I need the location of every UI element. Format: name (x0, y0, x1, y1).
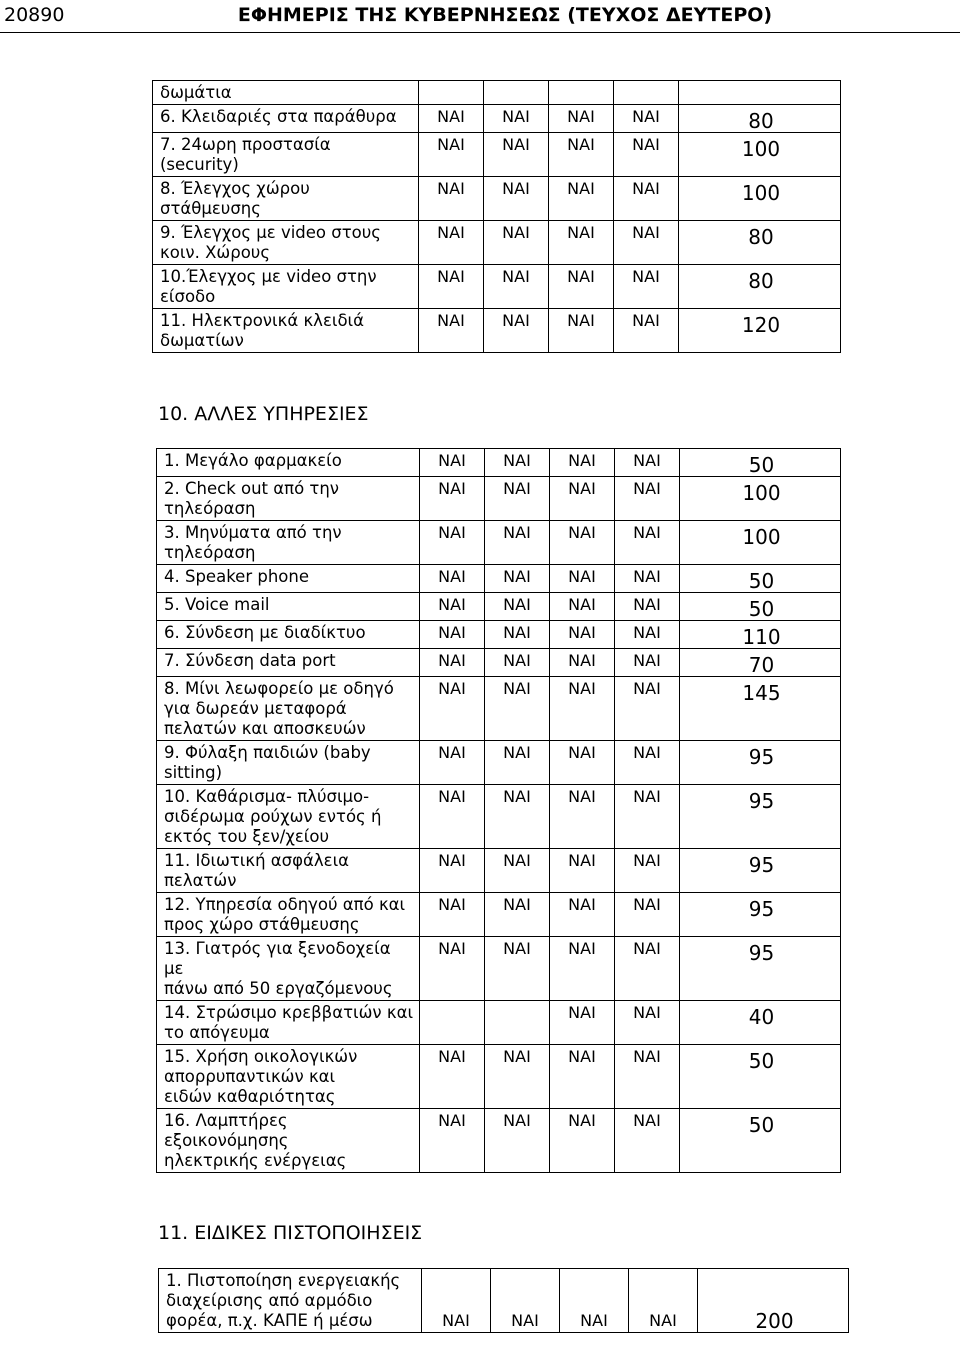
service-label (153, 221, 419, 265)
page-number: 20890 (4, 4, 65, 26)
category-2-value: ΝΑΙ (485, 477, 550, 521)
category-1-value: ΝΑΙ (419, 221, 484, 265)
label-line: πελατών (164, 871, 237, 890)
service-label (157, 785, 420, 849)
category-2-value: ΝΑΙ (485, 649, 550, 677)
other-services-table (156, 448, 841, 1173)
table-row (157, 1109, 841, 1173)
label-line: 8. Έλεγχος χώρου (160, 179, 310, 198)
points-value: 100 (679, 133, 841, 177)
category-1-value: ΝΑΙ (419, 177, 484, 221)
points-value: 50 (680, 1109, 841, 1173)
category-3-value: ΝΑΙ (549, 221, 614, 265)
category-2-value: ΝΑΙ (485, 1045, 550, 1109)
service-label (157, 649, 420, 677)
label-line: προς χώρο στάθμευσης (164, 915, 360, 934)
category-4-value (614, 81, 679, 105)
points-value: 40 (680, 1001, 841, 1045)
label-line: δωματίων (160, 331, 244, 350)
service-label (157, 677, 420, 741)
category-3-value: ΝΑΙ (550, 477, 615, 521)
category-3-value (549, 81, 614, 105)
points-value: 100 (680, 477, 841, 521)
points-value: 200 (698, 1269, 849, 1333)
points-value: 80 (679, 265, 841, 309)
points-value: 95 (680, 893, 841, 937)
label-line: 3. Μηνύματα από την (164, 523, 342, 542)
label-line: πάνω από 50 εργαζόμενους (164, 979, 393, 998)
points-value: 95 (680, 785, 841, 849)
label-line: ειδών καθαριότητας (164, 1087, 336, 1106)
label-line: κοιν. Χώρους (160, 243, 271, 262)
header-rule (0, 32, 960, 33)
table-row (153, 105, 841, 133)
label-line: πελατών και αποσκευών (164, 719, 366, 738)
points-value: 100 (679, 177, 841, 221)
points-value: 95 (680, 849, 841, 893)
service-label (157, 1109, 420, 1173)
label-line: σιδέρωμα ρούχων εντός ή (164, 807, 382, 826)
points-value: 110 (680, 621, 841, 649)
category-3-value: ΝΑΙ (549, 105, 614, 133)
service-label (153, 81, 419, 105)
service-label (157, 741, 420, 785)
label-line: φορέα, π.χ. ΚΑΠΕ ή μέσω (166, 1311, 373, 1330)
category-1-value: ΝΑΙ (419, 133, 484, 177)
service-label (157, 893, 420, 937)
service-label (157, 849, 420, 893)
service-label (157, 1001, 420, 1045)
table-row (153, 309, 841, 353)
label-line: δωμάτια (160, 83, 232, 102)
service-label (153, 105, 419, 133)
category-4-value: ΝΑΙ (615, 677, 680, 741)
label-line: 6. Σύνδεση με διαδίκτυο (164, 623, 366, 642)
label-line: τηλεόραση (164, 499, 256, 518)
points-value: 80 (679, 221, 841, 265)
service-label (157, 1045, 420, 1109)
points-value: 80 (679, 105, 841, 133)
category-2-value: ΝΑΙ (484, 177, 549, 221)
category-1-value: ΝΑΙ (420, 937, 485, 1001)
label-line: sitting) (164, 763, 223, 782)
category-4-value: ΝΑΙ (615, 649, 680, 677)
category-4-value: ΝΑΙ (614, 221, 679, 265)
category-4-value: ΝΑΙ (615, 449, 680, 477)
service-label (153, 133, 419, 177)
section-10-title: 10. ΑΛΛΕΣ ΥΠΗΡΕΣΙΕΣ (158, 403, 369, 425)
table-row (157, 1001, 841, 1045)
category-1-value (420, 1001, 485, 1045)
service-label (157, 449, 420, 477)
category-4-value: ΝΑΙ (614, 309, 679, 353)
category-1-value: ΝΑΙ (420, 849, 485, 893)
category-4-value: ΝΑΙ (615, 937, 680, 1001)
category-2-value: ΝΑΙ (491, 1269, 560, 1333)
label-line: 11. Ιδιωτική ασφάλεια (164, 851, 350, 870)
category-1-value: ΝΑΙ (420, 1109, 485, 1173)
category-3-value: ΝΑΙ (549, 309, 614, 353)
points-value: 145 (680, 677, 841, 741)
table-row (157, 677, 841, 741)
label-line: εξοικονόμησης (164, 1131, 289, 1150)
category-2-value: ΝΑΙ (484, 221, 549, 265)
service-label (157, 477, 420, 521)
service-label (157, 937, 420, 1001)
label-line: 14. Στρώσιμο κρεββατιών και (164, 1003, 414, 1022)
category-4-value: ΝΑΙ (614, 177, 679, 221)
points-value: 120 (679, 309, 841, 353)
category-2-value: ΝΑΙ (485, 565, 550, 593)
label-line: το απόγευμα (164, 1023, 270, 1042)
table-row (157, 621, 841, 649)
category-1-value: ΝΑΙ (420, 649, 485, 677)
table-row (157, 449, 841, 477)
category-3-value: ΝΑΙ (550, 521, 615, 565)
table-row (157, 785, 841, 849)
points-value: 50 (680, 565, 841, 593)
category-2-value: ΝΑΙ (484, 105, 549, 133)
service-label (157, 521, 420, 565)
category-4-value: ΝΑΙ (615, 521, 680, 565)
category-4-value: ΝΑΙ (629, 1269, 698, 1333)
category-1-value: ΝΑΙ (419, 265, 484, 309)
category-3-value: ΝΑΙ (550, 649, 615, 677)
label-line: 4. Speaker phone (164, 567, 309, 586)
label-line: 1. Μεγάλο φαρμακείο (164, 451, 342, 470)
category-4-value: ΝΑΙ (615, 741, 680, 785)
label-line: 13. Γιατρός για ξενοδοχεία με (164, 939, 391, 978)
service-label (153, 265, 419, 309)
table-row (157, 565, 841, 593)
category-2-value: ΝΑΙ (485, 741, 550, 785)
category-2-value: ΝΑΙ (485, 521, 550, 565)
category-3-value: ΝΑΙ (550, 621, 615, 649)
category-2-value: ΝΑΙ (485, 785, 550, 849)
label-line: (security) (160, 155, 239, 174)
category-3-value: ΝΑΙ (549, 177, 614, 221)
service-label (153, 177, 419, 221)
points-value: 95 (680, 741, 841, 785)
service-label (157, 621, 420, 649)
category-3-value: ΝΑΙ (550, 785, 615, 849)
category-3-value: ΝΑΙ (550, 677, 615, 741)
category-1-value: ΝΑΙ (420, 521, 485, 565)
category-1-value: ΝΑΙ (420, 449, 485, 477)
label-line: απορρυπαντικών και (164, 1067, 336, 1086)
label-line: 9. Φύλαξη παιδιών (baby (164, 743, 371, 762)
category-2-value: ΝΑΙ (485, 677, 550, 741)
table-row (157, 1045, 841, 1109)
category-1-value: ΝΑΙ (422, 1269, 491, 1333)
label-line: 7. 24ωρη προστασία (160, 135, 331, 154)
label-line: 7. Σύνδεση data port (164, 651, 336, 670)
category-3-value: ΝΑΙ (550, 937, 615, 1001)
category-1-value: ΝΑΙ (420, 785, 485, 849)
category-4-value: ΝΑΙ (615, 477, 680, 521)
category-4-value: ΝΑΙ (614, 133, 679, 177)
label-line: 6. Κλειδαριές στα παράθυρα (160, 107, 397, 126)
label-line: για δωρεάν μεταφορά (164, 699, 347, 718)
category-4-value: ΝΑΙ (614, 265, 679, 309)
category-2-value: ΝΑΙ (484, 133, 549, 177)
service-label (157, 565, 420, 593)
table-row (153, 177, 841, 221)
category-3-value: ΝΑΙ (550, 849, 615, 893)
service-label (153, 309, 419, 353)
category-4-value: ΝΑΙ (615, 849, 680, 893)
category-1-value: ΝΑΙ (420, 477, 485, 521)
table-row (157, 849, 841, 893)
category-1-value: ΝΑΙ (420, 1045, 485, 1109)
table-row (157, 937, 841, 1001)
category-2-value: ΝΑΙ (485, 849, 550, 893)
label-line: 2. Check out από την (164, 479, 340, 498)
security-table (152, 80, 841, 353)
category-1-value: ΝΑΙ (419, 309, 484, 353)
category-2-value: ΝΑΙ (485, 893, 550, 937)
page-header (0, 0, 960, 34)
category-2-value (485, 1001, 550, 1045)
category-3-value: ΝΑΙ (550, 593, 615, 621)
service-label (157, 593, 420, 621)
table-row (157, 649, 841, 677)
category-2-value: ΝΑΙ (484, 309, 549, 353)
table-row (153, 221, 841, 265)
label-line: 9. Έλεγχος με video στους (160, 223, 381, 242)
label-line: στάθμευσης (160, 199, 261, 218)
category-2-value: ΝΑΙ (485, 593, 550, 621)
label-line: 5. Voice mail (164, 595, 270, 614)
table-row (157, 593, 841, 621)
category-4-value: ΝΑΙ (615, 565, 680, 593)
points-value: 50 (680, 449, 841, 477)
label-line: 1. Πιστοποίηση ενεργειακής (166, 1271, 401, 1290)
table-row (153, 265, 841, 309)
label-line: είσοδο (160, 287, 216, 306)
category-3-value: ΝΑΙ (550, 449, 615, 477)
category-1-value: ΝΑΙ (420, 593, 485, 621)
category-4-value: ΝΑΙ (615, 785, 680, 849)
category-2-value: ΝΑΙ (485, 1109, 550, 1173)
category-2-value: ΝΑΙ (485, 621, 550, 649)
table-row (153, 133, 841, 177)
category-1-value: ΝΑΙ (419, 105, 484, 133)
gazette-title: ΕΦΗΜΕΡΙΣ ΤΗΣ ΚΥΒΕΡΝΗΣΕΩΣ (ΤΕΥΧΟΣ ΔΕΥΤΕΡΟ) (237, 4, 773, 26)
category-4-value: ΝΑΙ (615, 593, 680, 621)
table-row (153, 81, 841, 105)
category-3-value: ΝΑΙ (550, 1001, 615, 1045)
points-value: 95 (680, 937, 841, 1001)
category-3-value: ΝΑΙ (549, 133, 614, 177)
category-4-value: ΝΑΙ (615, 1001, 680, 1045)
points-value (679, 81, 841, 105)
label-line: εκτός του ξεν/χείου (164, 827, 329, 846)
category-4-value: ΝΑΙ (614, 105, 679, 133)
label-line: ηλεκτρικής ενέργειας (164, 1151, 347, 1170)
table-row (157, 741, 841, 785)
category-3-value: ΝΑΙ (550, 1045, 615, 1109)
category-3-value: ΝΑΙ (560, 1269, 629, 1333)
category-4-value: ΝΑΙ (615, 893, 680, 937)
category-4-value: ΝΑΙ (615, 1109, 680, 1173)
table-row (157, 521, 841, 565)
category-1-value: ΝΑΙ (420, 565, 485, 593)
label-line: 16. Λαμπτήρες (164, 1111, 288, 1130)
category-3-value: ΝΑΙ (549, 265, 614, 309)
table-row (157, 477, 841, 521)
certifications-table (158, 1268, 849, 1333)
category-2-value (484, 81, 549, 105)
label-line: τηλεόραση (164, 543, 256, 562)
category-1-value: ΝΑΙ (420, 677, 485, 741)
label-line: 10. Καθάρισμα- πλύσιμο- (164, 787, 370, 806)
category-3-value: ΝΑΙ (550, 565, 615, 593)
category-3-value: ΝΑΙ (550, 1109, 615, 1173)
category-2-value: ΝΑΙ (485, 937, 550, 1001)
category-1-value (419, 81, 484, 105)
section-11-title: 11. ΕΙΔΙΚΕΣ ΠΙΣΤΟΠΟΙΗΣΕΙΣ (158, 1222, 423, 1244)
category-1-value: ΝΑΙ (420, 621, 485, 649)
points-value: 50 (680, 593, 841, 621)
points-value: 100 (680, 521, 841, 565)
label-line: 15. Χρήση οικολογικών (164, 1047, 358, 1066)
category-4-value: ΝΑΙ (615, 621, 680, 649)
category-1-value: ΝΑΙ (420, 741, 485, 785)
service-label (159, 1269, 422, 1333)
table-row (159, 1269, 849, 1333)
label-line: διαχείρισης από αρμόδιο (166, 1291, 373, 1310)
label-line: 10.Έλεγχος με video στην (160, 267, 377, 286)
label-line: 12. Υπηρεσία οδηγού από και (164, 895, 406, 914)
category-3-value: ΝΑΙ (550, 893, 615, 937)
table-row (157, 893, 841, 937)
category-2-value: ΝΑΙ (485, 449, 550, 477)
category-4-value: ΝΑΙ (615, 1045, 680, 1109)
category-3-value: ΝΑΙ (550, 741, 615, 785)
label-line: 8. Μίνι λεωφορείο με οδηγό (164, 679, 394, 698)
label-line: 11. Ηλεκτρονικά κλειδιά (160, 311, 364, 330)
category-2-value: ΝΑΙ (484, 265, 549, 309)
points-value: 50 (680, 1045, 841, 1109)
category-1-value: ΝΑΙ (420, 893, 485, 937)
points-value: 70 (680, 649, 841, 677)
